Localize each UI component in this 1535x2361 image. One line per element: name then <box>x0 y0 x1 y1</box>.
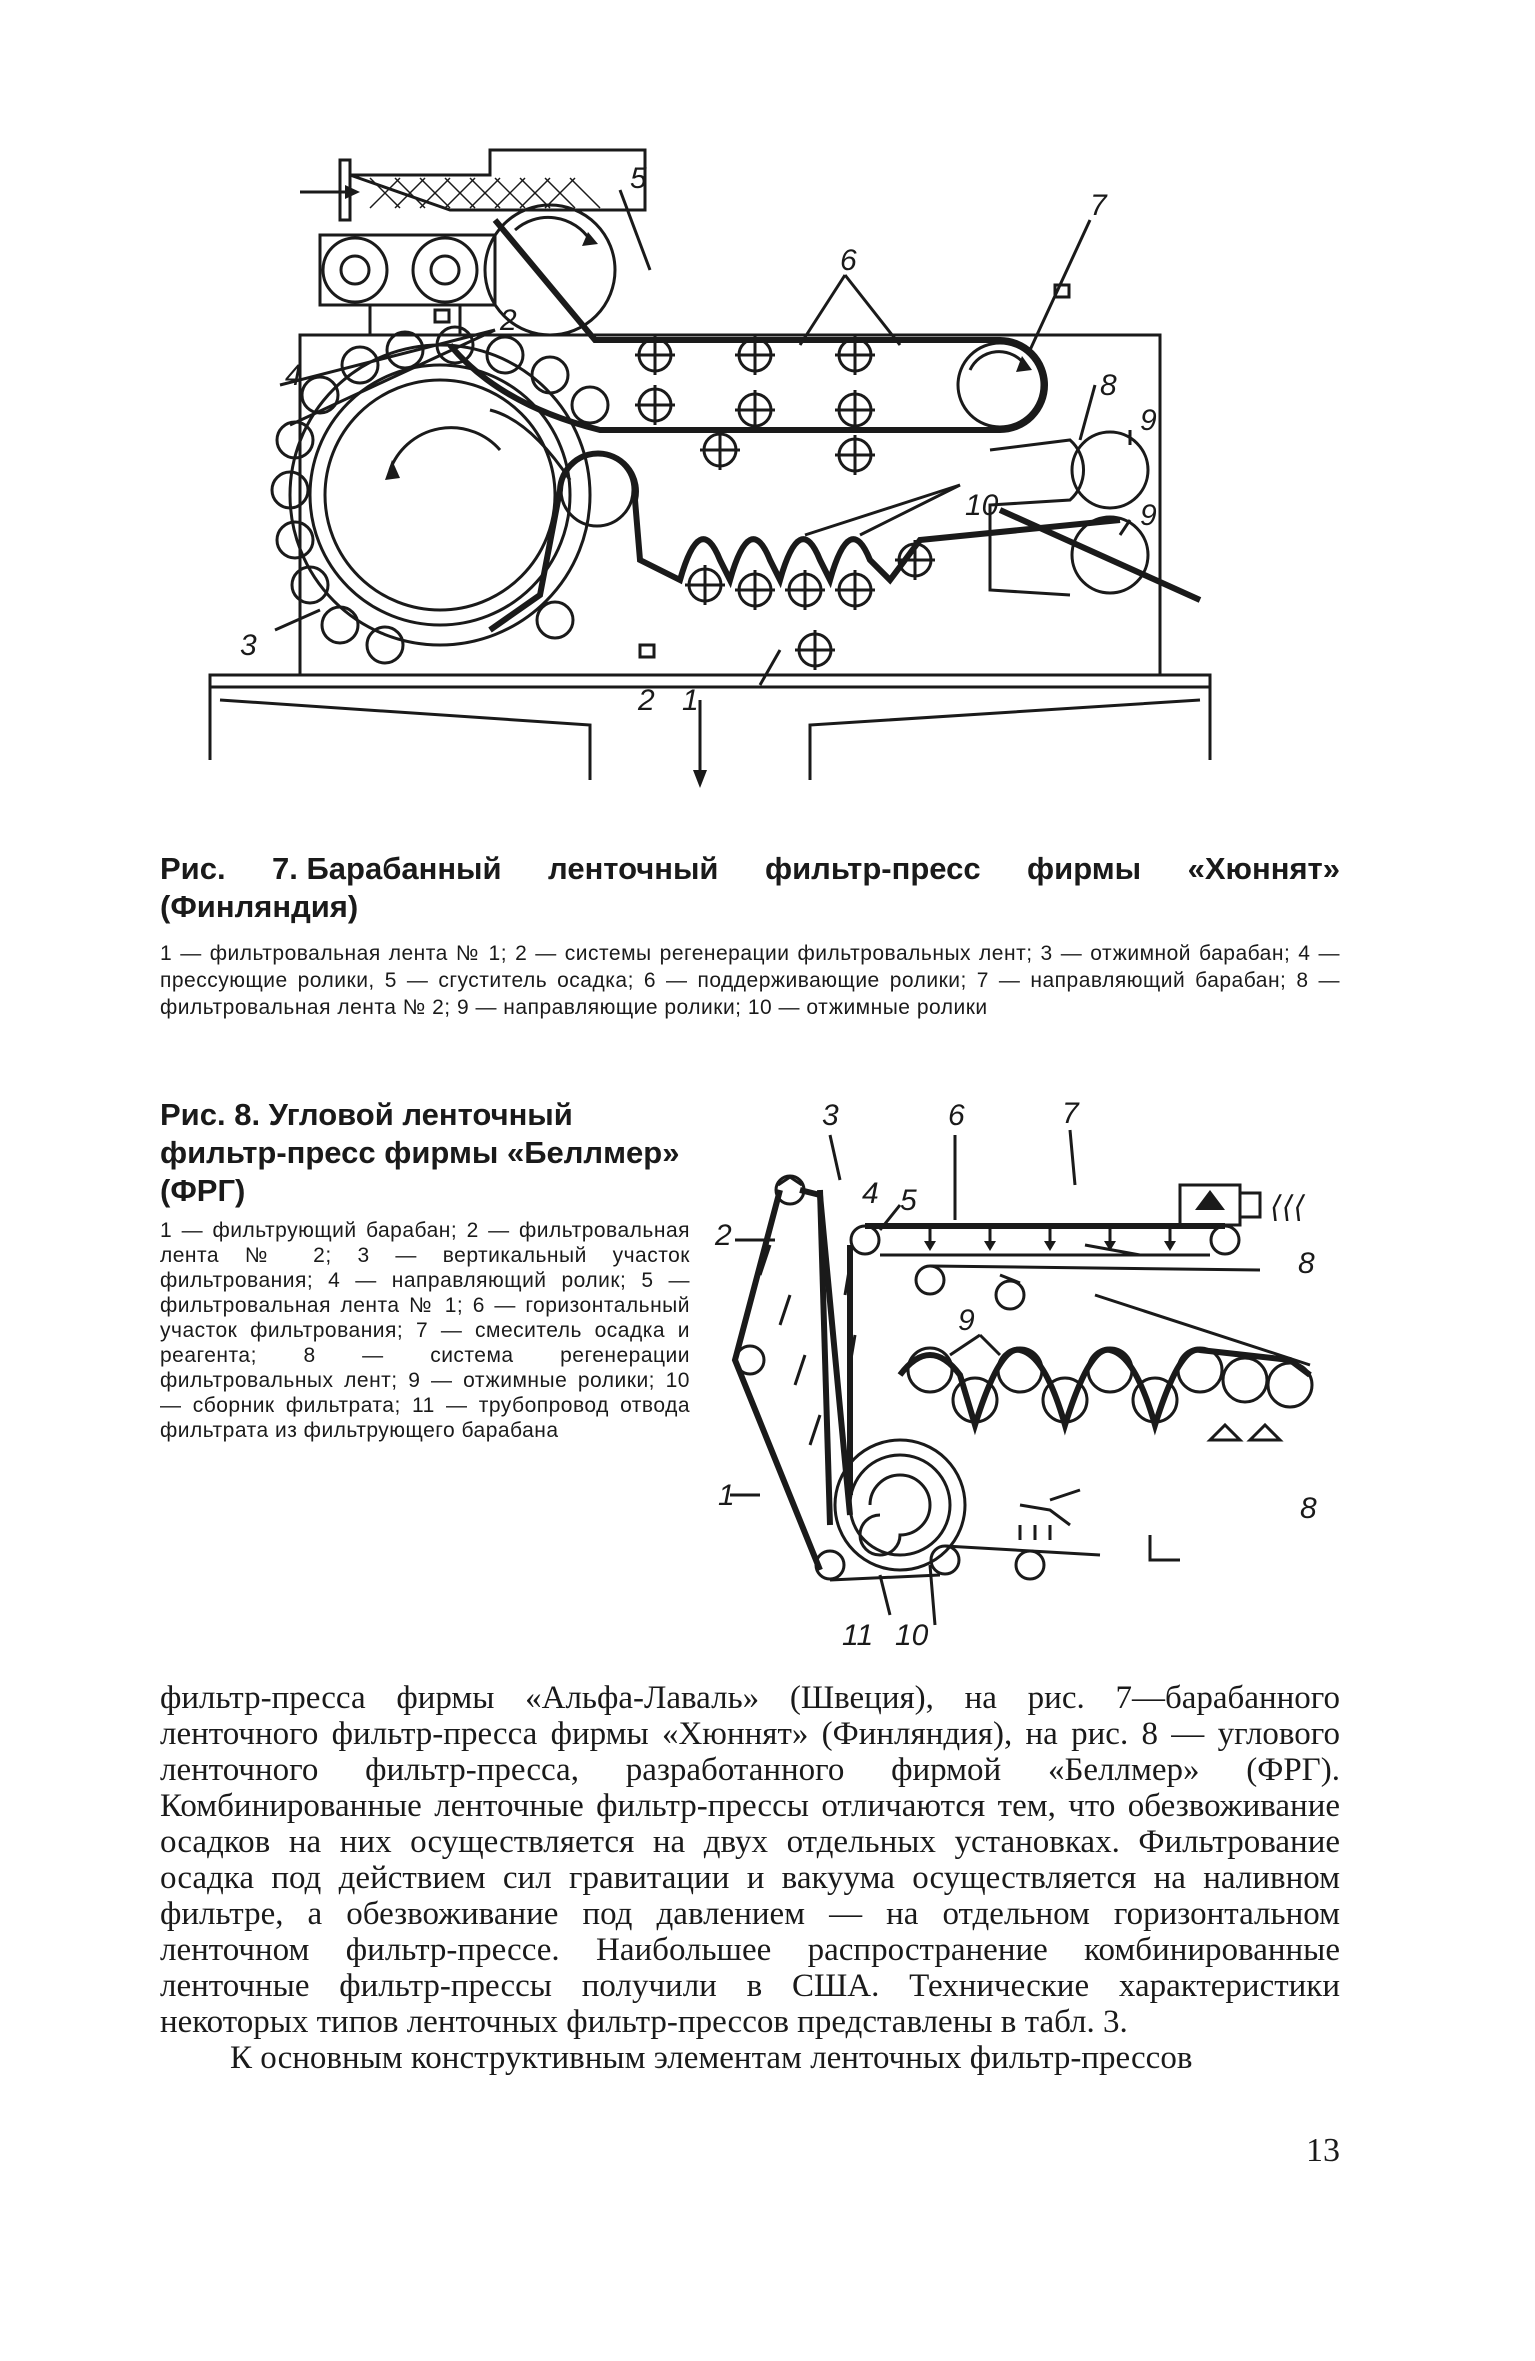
figure-8-diagram <box>700 1095 1360 1655</box>
caption-word: Рис. <box>160 851 226 886</box>
paragraph: фильтр-пресса фирмы «Альфа-Лаваль» (Швеция), на рис. 7—барабанного ленточного фильтр-пресса фирмы «Хюннят» (Финляндия), на рис. 8 — углового ленточного фильтр-пресса, разработанного фирмой «Беллмер» (ФРГ). Комбинированные ленточные фильтр-прессы отличаются тем, что обезвоживание осадков на них осуществляется на двух отдельных установках. Фильтрование осадка под действием сил гравитации и вакуума осуществляется на наливном фильтре, а обезвоживание под давлением — на отдельном горизонтальном ленточном фильтр-прессе. Наибольшее распространение комбинированные ленточные фильтр-прессы получили в США. Технические характеристики некоторых типов ленточных фильтр-прессов представлены в табл. 3. <box>160 1680 1340 2040</box>
fig8-label: 8 <box>1298 1247 1315 1280</box>
caption-word: ленточный <box>548 851 719 886</box>
fig7-label: 3 <box>240 629 257 662</box>
fig8-label: 5 <box>900 1184 917 1217</box>
fig8-label: 10 <box>895 1619 929 1652</box>
svg-text:⟨⟨⟨: ⟨⟨⟨ <box>1270 1191 1306 1224</box>
fig8-label: 6 <box>948 1099 965 1132</box>
figure-8-legend: 1 — фильтрующий барабан; 2 — фильтровальная лента № 2; 3 — вертикальный участок фильтрования; 4 — направляющий ролик; 5 — фильтровальная лента № 1; 6 — горизонтальный участок фильтрования; 7 — смеситель осадка и реагента; 8 — система регенерации фильтровальных лент; 9 — отжимные ролики; 10 — сборник фильтрата; 11 — трубопровод отвода фильтрата из фильтрующего барабана <box>160 1219 690 1442</box>
fig8-label: 4 <box>862 1177 879 1210</box>
fig7-label: 7 <box>1090 189 1107 222</box>
fig8-label: 3 <box>822 1099 839 1132</box>
fig8-label: 8 <box>1300 1492 1317 1525</box>
figure-7-diagram <box>240 140 1220 800</box>
fig7-label: 9 <box>1140 499 1157 532</box>
fig7-label: 8 <box>1100 369 1117 402</box>
fig7-label: 10 <box>965 489 999 522</box>
caption-word: «Хюннят» <box>1187 851 1340 886</box>
caption-word: 7. Барабанный <box>272 851 502 886</box>
fig7-label: 4 <box>285 359 302 392</box>
fig7-label: 1 <box>682 684 699 717</box>
fig7-label: 2 <box>638 684 655 717</box>
page-number: 13 <box>1306 2132 1340 2169</box>
paragraph: К основным конструктивным элементам ленточных фильтр-прессов <box>230 2040 1193 2076</box>
caption-word: фильтр-пресс <box>764 851 981 886</box>
fig8-label: 1 <box>718 1479 735 1512</box>
fig7-label: 2 <box>500 304 517 337</box>
caption-word: фирмы <box>1027 851 1142 886</box>
body-text <box>160 1680 1340 2076</box>
caption-line-2: (Финляндия) <box>160 889 359 924</box>
fig7-label: 9 <box>1140 404 1157 437</box>
fig7-label: 5 <box>630 162 647 195</box>
figure-7-legend: 1 — фильтровальная лента № 1; 2 — системы регенерации фильтровальных лент; 3 — отжимной барабан; 4 — прессующие ролики, 5 — сгуститель осадка; 6 — поддерживающие ролики; 7 — направляющий барабан; 8 — фильтровальная лента № 2; 9 — направляющие ролики; 10 — отжимные ролики <box>160 942 1340 1019</box>
figure-8-caption-title: Рис. 8. Угловой ленточный фильтр-пресс фирмы «Беллмер» (ФРГ) <box>160 1097 680 1208</box>
fig8-label: 11 <box>842 1619 874 1652</box>
fig7-label: 6 <box>840 244 857 277</box>
fig8-label: 7 <box>1062 1097 1079 1130</box>
figure-7-caption-title <box>160 850 1340 926</box>
fig8-label: 2 <box>715 1219 732 1252</box>
fig8-label: 9 <box>958 1304 975 1337</box>
